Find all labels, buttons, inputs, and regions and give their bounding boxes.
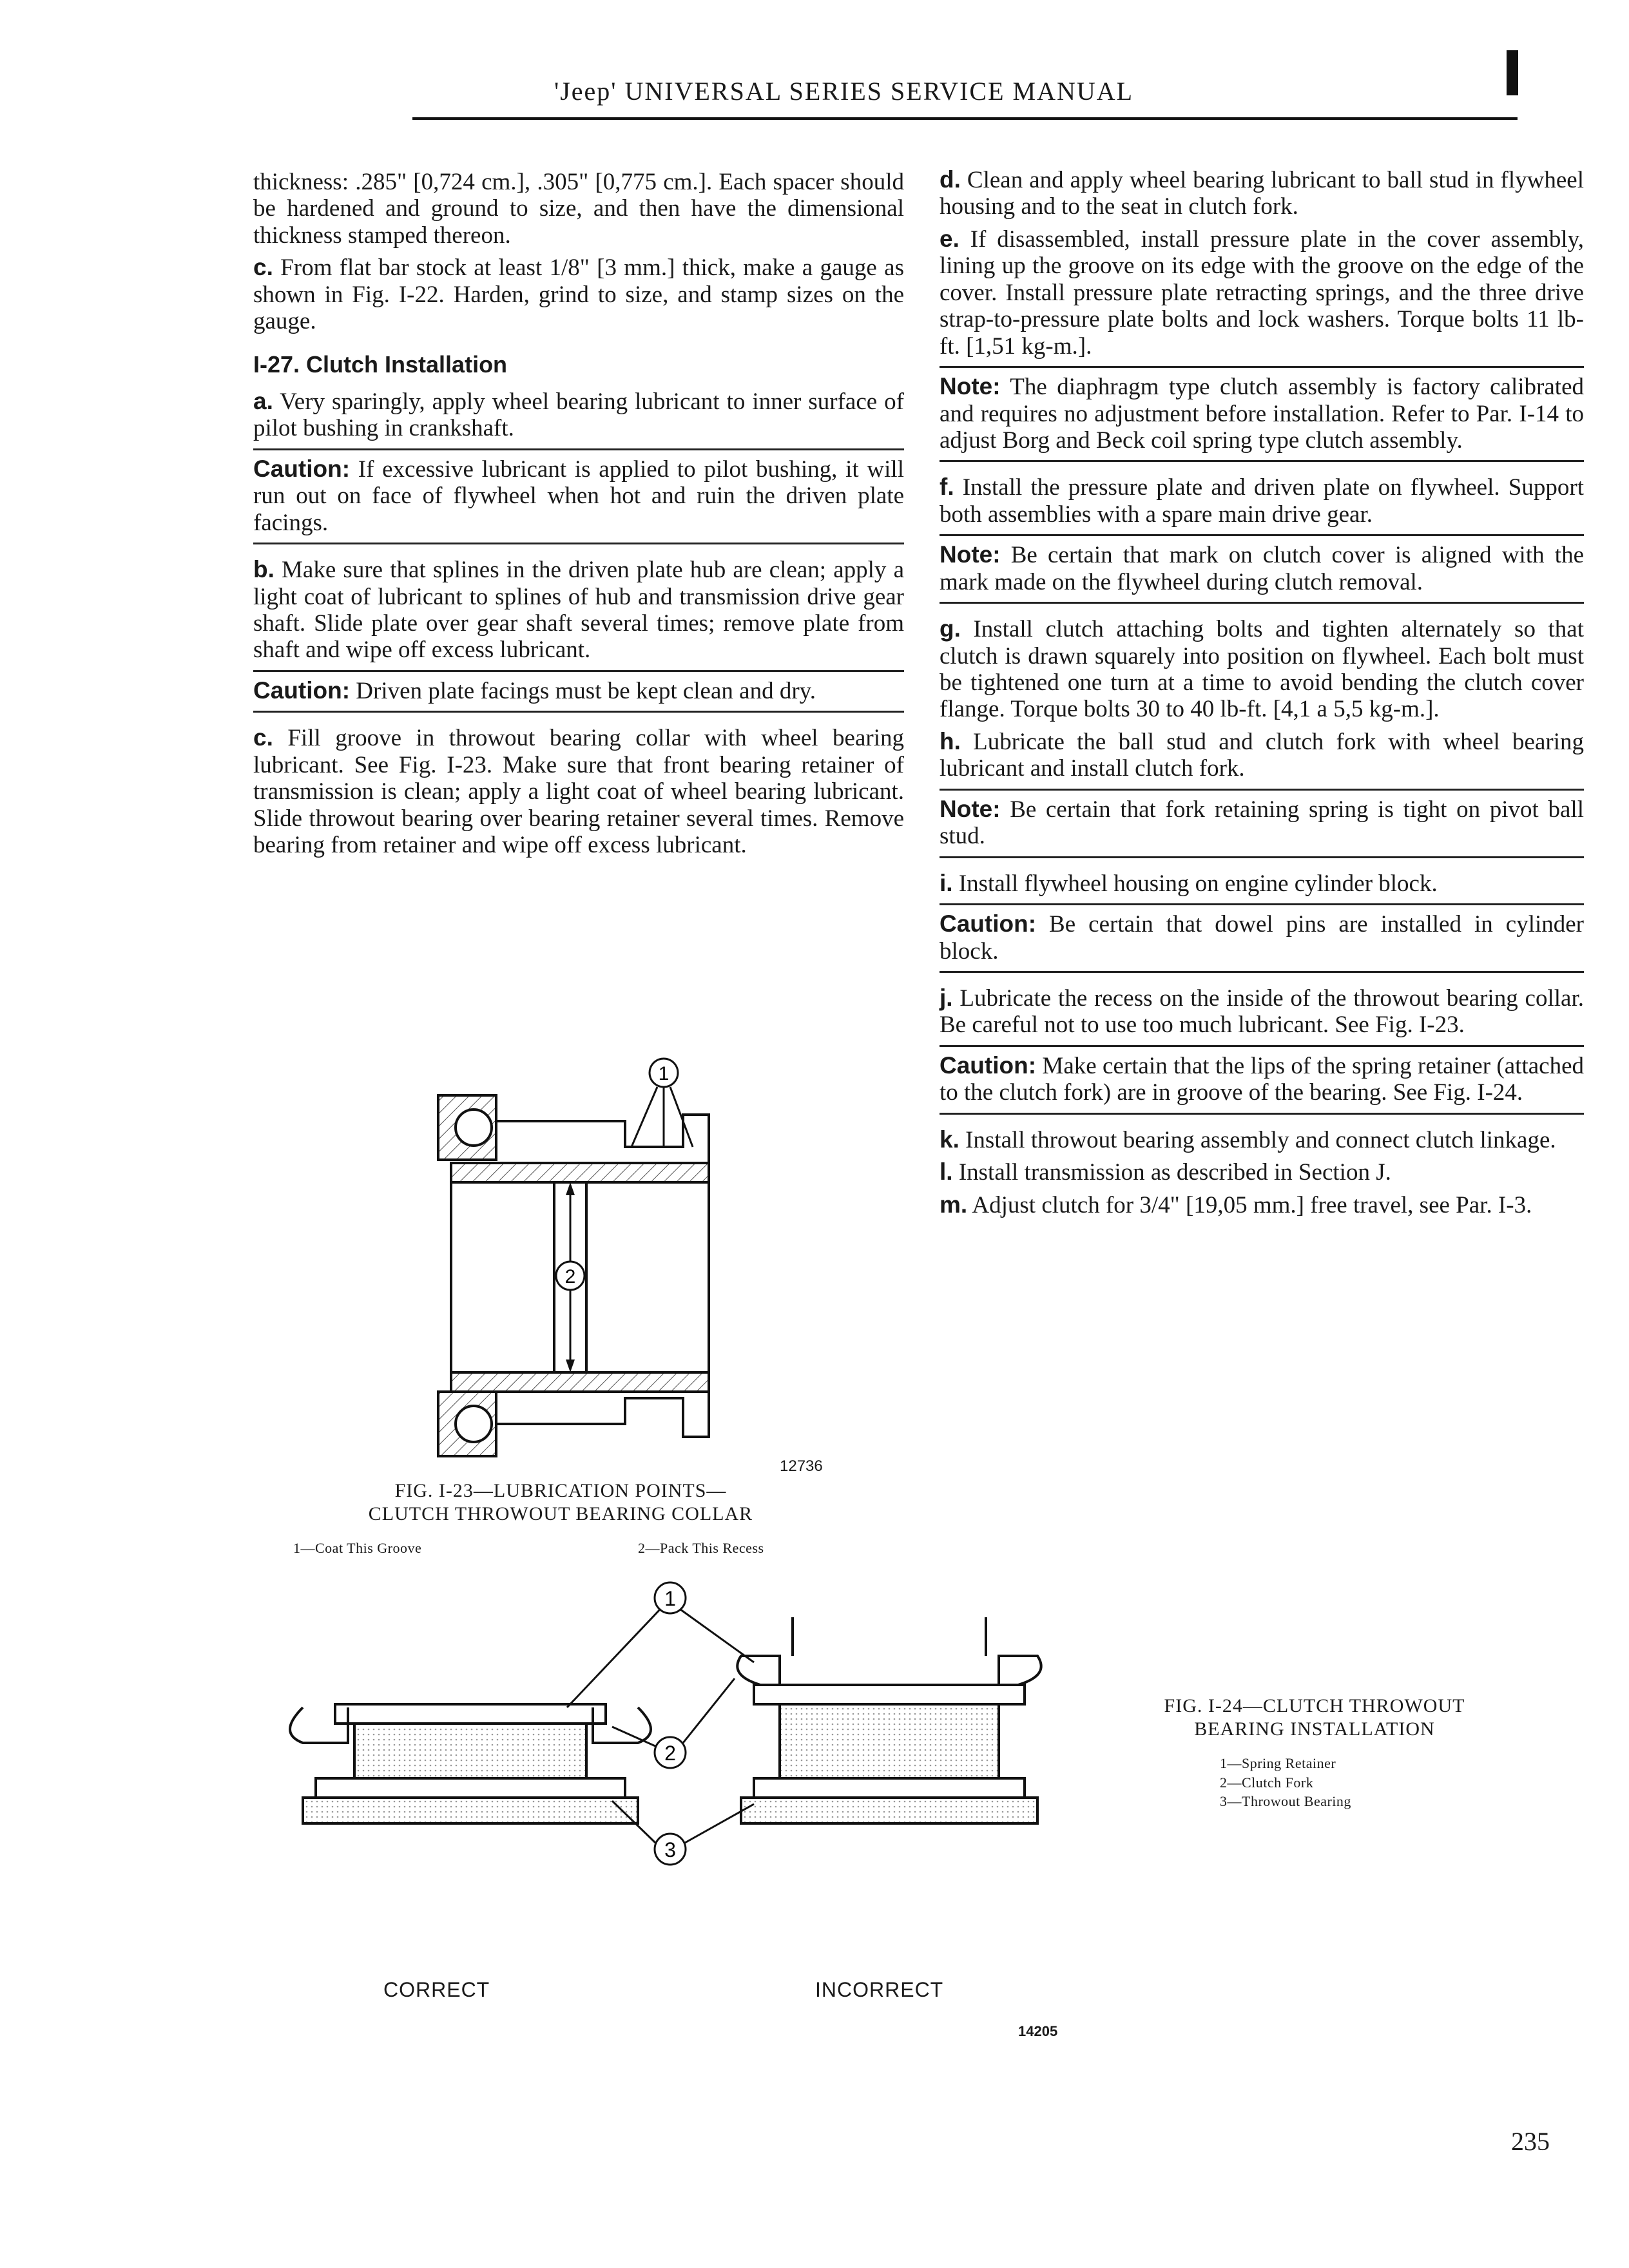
step-h: h. Lubricate the ball stud and clutch fork with wheel bearing lubricant and install clutch fork. — [940, 727, 1584, 782]
label-correct: CORRECT — [383, 1978, 490, 2001]
step-g: g. Install clutch attaching bolts and tighten alternately so that clutch is drawn squarely into position on flywheel. Each bolt must be tightened one turn at a time to avoid bending the clutch cover flange. Torque bolts 30 to 40 lb-ft. [4,1 a 5,5 kg-m.]. — [940, 615, 1584, 723]
fig-i23-bearing-collar-drawing — [400, 1050, 863, 1469]
step-c: c. Fill groove in throwout bearing collar with wheel bearing lubricant. See Fig. I-23. Make sure that front bearing retainer of transmission is clean; apply a light coat of wheel bearing lubricant. Slide throwout bearing over bearing retainer several times. Remove bearing from retainer and wipe off excess lubricant. — [253, 724, 904, 859]
step-l: l. Install transmission as described in Section J. — [940, 1158, 1391, 1186]
callout-2-label: 2 — [564, 1266, 576, 1287]
fig23-legend-2: 2—Pack This Recess — [638, 1540, 764, 1556]
caution-box-3: Caution: Be certain that dowel pins are installed in cylinder block. — [940, 903, 1584, 973]
fig-i24-bearing-installation-drawing — [264, 1579, 1089, 1939]
fig23-number: 12736 — [780, 1457, 823, 1475]
header-rule — [412, 117, 1518, 120]
svg-text:2: 2 — [664, 1742, 676, 1765]
section-tab-mark — [1507, 50, 1518, 95]
step-d: d. Clean and apply wheel bearing lubricant to ball stud in flywheel housing and to the seat in clutch fork. — [940, 166, 1584, 220]
incorrect-assembly — [737, 1617, 1041, 1823]
svg-text:1: 1 — [664, 1587, 676, 1610]
step-c-gauge: c. From flat bar stock at least 1/8" [3 mm.] thick, make a gauge as shown in Fig. I-22. Harden, grind to size, and stamp sizes on the gauge. — [253, 254, 904, 335]
spacer-thickness-text: thickness: .285" [0,724 cm.], .305" [0,775 cm.]. Each spacer should be hardened and ground to size, and then have the dimensional thickness stamped thereon. — [253, 169, 904, 249]
step-m: m. Adjust clutch for 3/4" [19,05 mm.] free travel, see Par. I-3. — [940, 1191, 1532, 1218]
caution-box-1: Caution: If excessive lubricant is applied to pilot bushing, it will run out on face of flywheel when hot and ruin the driven plate facings. — [253, 448, 904, 544]
fig24-legend: 1—Spring Retainer 2—Clutch Fork 3—Throwout Bearing — [1220, 1755, 1351, 1810]
step-f: f. Install the pressure plate and driven plate on flywheel. Support both assemblies with a spare main drive gear. — [940, 474, 1584, 528]
step-b: b. Make sure that splines in the driven plate hub are clean; apply a light coat of lubricant to splines of hub and transmission drive gear shaft. Slide plate over gear shaft several times; remove plate from shaft and wipe off excess lubricant. — [253, 556, 904, 664]
svg-text:3: 3 — [664, 1838, 676, 1861]
fig23-caption: FIG. I-23—LUBRICATION POINTS— CLUTCH THROWOUT BEARING COLLAR — [368, 1480, 753, 1524]
step-a: a. Very sparingly, apply wheel bearing lubricant to inner surface of pilot bushing in crankshaft. — [253, 387, 904, 442]
note-box-1: Note: The diaphragm type clutch assembly is factory calibrated and requires no adjustment before installation. Refer to Par. I-14 to adjust Borg and Beck coil spring type clutch assembly. — [940, 366, 1584, 462]
fig24-caption: FIG. I-24—CLUTCH THROWOUT BEARING INSTALLATION — [1164, 1695, 1465, 1740]
right-column — [940, 166, 1584, 1224]
fig24-number: 14205 — [1018, 2023, 1058, 2039]
caution-box-2: Caution: Driven plate facings must be kept clean and dry. — [253, 670, 904, 713]
page-number: 235 — [1511, 2127, 1550, 2156]
step-e: e. If disassembled, install pressure plate in the cover assembly, lining up the groove on its edge with the groove on the edge of the cover. Install pressure plate retracting springs, and the three drive strap-to-pressure plate bolts and lock washers. Torque bolts 11 lb-ft. [1,51 kg-m.]. — [940, 225, 1584, 360]
correct-assembly — [290, 1704, 651, 1823]
step-i: i. Install flywheel housing on engine cylinder block. — [940, 869, 1438, 897]
running-header: 'Jeep' UNIVERSAL SERIES SERVICE MANUAL — [554, 77, 1134, 106]
step-j: j. Lubricate the recess on the inside of the throwout bearing collar. Be careful not to use too much lubricant. See Fig. I-23. — [940, 984, 1584, 1039]
callout-1-label: 1 — [658, 1063, 670, 1084]
caution-box-4: Caution: Make certain that the lips of the spring retainer (attached to the clutch fork) are in groove of the bearing. See Fig. I-24. — [940, 1045, 1584, 1115]
fig24-callout-2 — [612, 1678, 735, 1768]
note-box-2: Note: Be certain that mark on clutch cover is aligned with the mark made on the flywheel during clutch removal. — [940, 534, 1584, 604]
left-column — [253, 169, 904, 864]
fig23-legend-1: 1—Coat This Groove — [293, 1540, 422, 1556]
label-incorrect: INCORRECT — [815, 1978, 944, 2001]
step-k: k. Install throwout bearing assembly and connect clutch linkage. — [940, 1126, 1556, 1153]
note-box-3: Note: Be certain that fork retaining spring is tight on pivot ball stud. — [940, 789, 1584, 858]
section-heading: I-27. Clutch Installation — [253, 351, 508, 378]
